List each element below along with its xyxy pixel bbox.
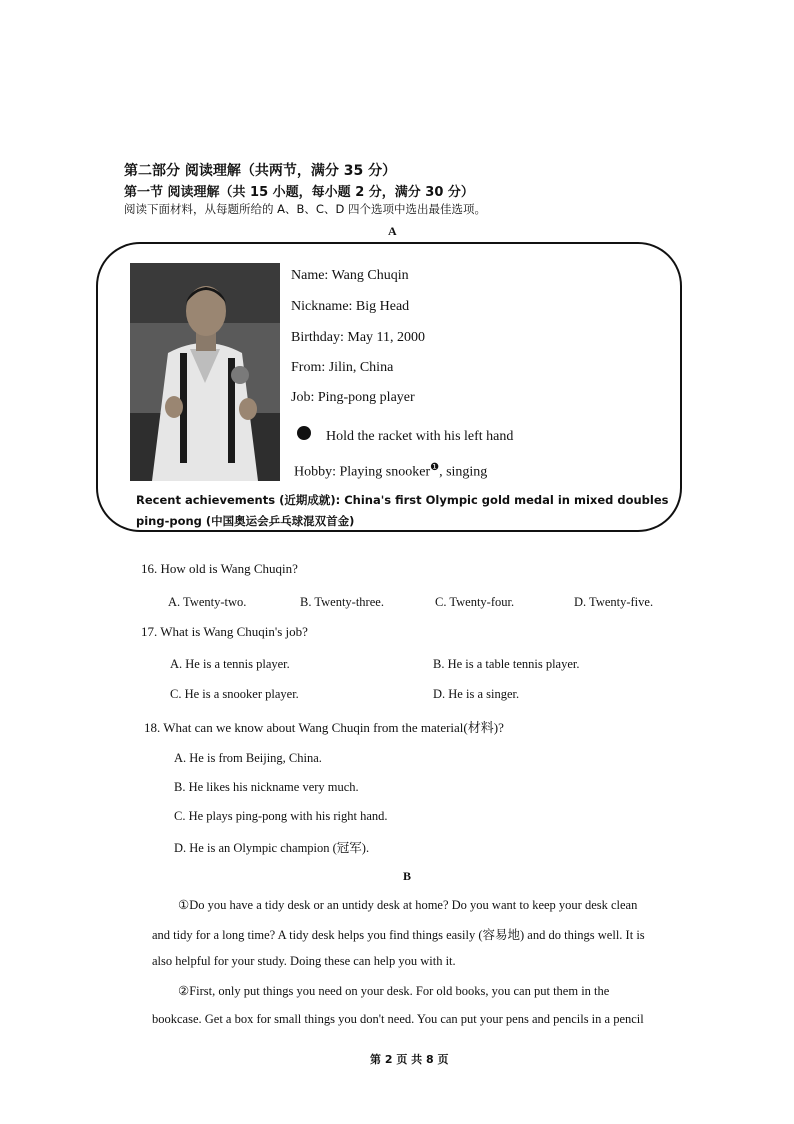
profile-hobby <box>294 462 487 481</box>
hobby-text: Hobby: Playing snooker <box>294 464 431 480</box>
question-17-stem: 17. What is Wang Chuqin's job? <box>141 624 308 639</box>
passage-a-letter: A <box>388 224 397 238</box>
profile-nickname: Nickname: Big Head <box>291 299 410 314</box>
passage-b-p2-line-1: ②First, only put things you need on your desk. For old books, you can put them in the <box>178 984 610 998</box>
section-subtitle: 第一节 阅读理解（共 15 小题，每小题 2 分，满分 30 分） <box>124 185 474 200</box>
q16-option-c[interactable]: C. Twenty-four. <box>435 595 515 609</box>
player-photo-image <box>130 263 280 481</box>
page-footer: 第 2 页 共 8 页 <box>370 1053 449 1066</box>
passage-b-p1-line-1: ①Do you have a tidy desk or an untidy desk at home? Do you want to keep your desk clean <box>178 898 638 912</box>
profile-from: From: Jilin, China <box>291 360 394 375</box>
q17-option-d[interactable]: D. He is a singer. <box>433 687 520 701</box>
profile-job: Job: Ping-pong player <box>291 390 415 405</box>
q18-option-d[interactable]: D. He is an Olympic champion (冠军). <box>174 841 370 855</box>
passage-b-p2-line-2: bookcase. Get a box for small things you don't need. You can put your pens and pencils in a pencil <box>152 1012 644 1026</box>
q18-option-a[interactable]: A. He is from Beijing, China. <box>174 751 322 765</box>
footnote-mark: ❶ <box>430 462 440 473</box>
profile-birthday: Birthday: May 11, 2000 <box>291 330 426 345</box>
bullet-icon <box>297 426 311 440</box>
achievements-line-1: Recent achievements (近期成就): China's first Olympic gold medal in mixed doubles <box>136 493 669 507</box>
passage-b-letter: B <box>403 869 412 883</box>
q16-option-b[interactable]: B. Twenty-three. <box>300 595 384 609</box>
q18-option-c[interactable]: C. He plays ping-pong with his right hand. <box>174 809 388 823</box>
question-16-stem: 16. How old is Wang Chuqin? <box>141 561 298 576</box>
passage-b-p1-line-2: and tidy for a long time? A tidy desk helps you find things easily (容易地) and do things well. It is <box>152 928 645 942</box>
q17-option-b[interactable]: B. He is a table tennis player. <box>433 657 580 671</box>
q17-option-c[interactable]: C. He is a snooker player. <box>170 687 299 701</box>
question-18-stem: 18. What can we know about Wang Chuqin from the material(材料)? <box>144 720 504 735</box>
q16-option-d[interactable]: D. Twenty-five. <box>574 595 654 609</box>
passage-b-p1-line-3: also helpful for your study. Doing these can help you with it. <box>152 954 456 968</box>
player-photo <box>130 263 280 481</box>
profile-name: Name: Wang Chuqin <box>291 268 409 283</box>
instructions: 阅读下面材料，从每题所给的 A、B、C、D 四个选项中选出最佳选项。 <box>124 202 486 216</box>
q17-option-a[interactable]: A. He is a tennis player. <box>170 657 290 671</box>
part-title: 第二部分 阅读理解（共两节，满分 35 分） <box>124 163 397 179</box>
hobby-tail: , singing <box>439 464 488 480</box>
profile-hand: Hold the racket with his left hand <box>326 429 514 444</box>
achievements-line-2: ping-pong (中国奥运会乒乓球混双首金) <box>136 514 355 528</box>
q18-option-b[interactable]: B. He likes his nickname very much. <box>174 780 359 794</box>
q16-option-a[interactable]: A. Twenty-two. <box>168 595 247 609</box>
